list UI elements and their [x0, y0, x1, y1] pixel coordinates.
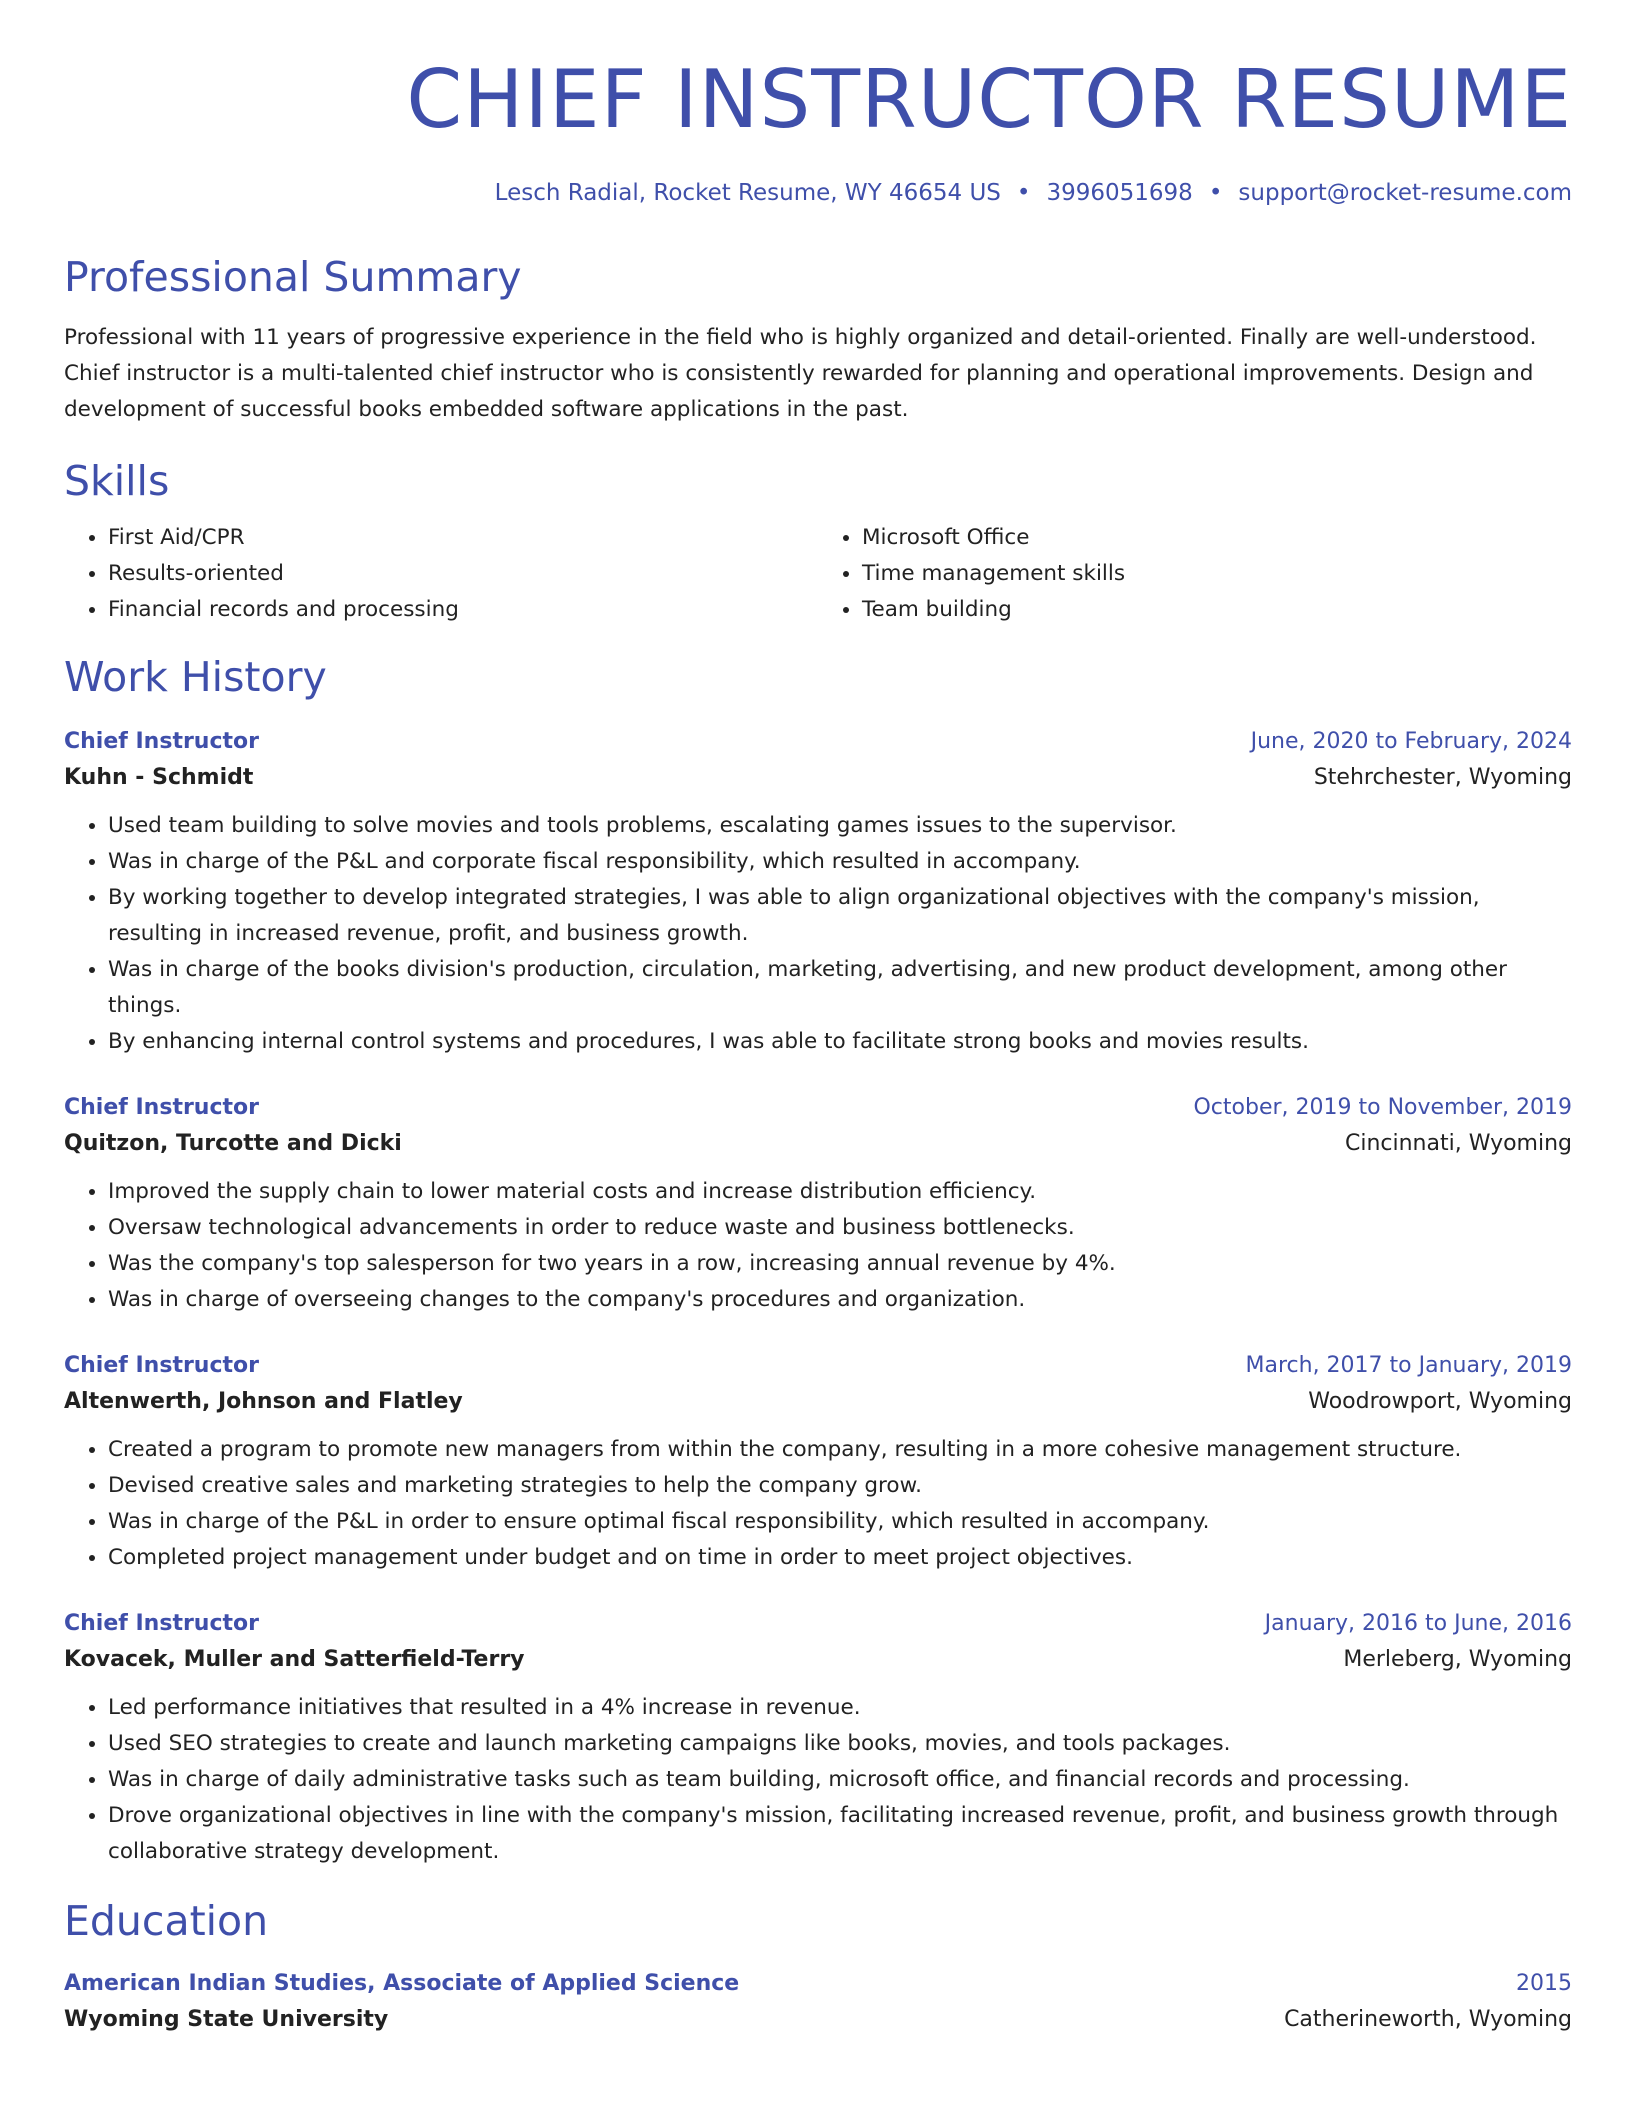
job-bullet: • Used team building to solve movies and tools problems, escalating games issues to the supervisor. — [108, 808, 1572, 844]
job-bullet: • Was in charge of daily administrative tasks such as team building, microsoft office, and financial records and processing. — [108, 1762, 1572, 1798]
job-title: Chief Instructor — [64, 729, 259, 754]
education-entry — [64, 1966, 1572, 2038]
summary-heading: Professional Summary — [64, 253, 522, 301]
job-company-row — [64, 760, 1572, 796]
job-bullet: • Was in charge of the books division's production, circulation, marketing, advertising, and new product development, among other things. — [108, 952, 1572, 1024]
job-location: Woodrowport, Wyoming — [1308, 1389, 1572, 1414]
job-location: Cincinnati, Wyoming — [1344, 1131, 1572, 1156]
work-history-heading: Work History — [64, 653, 327, 701]
job-location: Merleberg, Wyoming — [1343, 1647, 1572, 1672]
job-dates: January, 2016 to June, 2016 — [1264, 1611, 1572, 1636]
job-entry — [64, 1090, 1572, 1318]
skills-column-right — [818, 520, 1572, 628]
job-bullet: • Oversaw technological advancements in order to reduce waste and business bottlenecks. — [108, 1210, 1572, 1246]
education-location: Catherineworth, Wyoming — [1284, 2007, 1572, 2032]
skill-item: • Financial records and processing — [108, 592, 818, 628]
contact-address: Lesch Radial, Rocket Resume, WY 46654 US — [494, 180, 1001, 206]
education-degree: American Indian Studies, Associate of Applied Science — [64, 1971, 740, 1996]
job-bullets — [64, 1432, 1572, 1576]
job-bullet: • Was the company's top salesperson for two years in a row, increasing annual revenue by 4%. — [108, 1246, 1572, 1282]
skills-heading: Skills — [64, 457, 170, 505]
job-bullet: • By enhancing internal control systems and procedures, I was able to facilitate strong books and movies results. — [108, 1024, 1572, 1060]
job-title: Chief Instructor — [64, 1353, 259, 1378]
job-entry — [64, 1348, 1572, 1576]
job-company: Kovacek, Muller and Satterfield-Terry — [64, 1647, 525, 1672]
skill-item: • Team building — [862, 592, 1572, 628]
contact-separator: • — [1208, 180, 1223, 206]
job-company: Quitzon, Turcotte and Dicki — [64, 1131, 402, 1156]
job-bullet: • Completed project management under budget and on time in order to meet project objectives. — [108, 1540, 1572, 1576]
job-title: Chief Instructor — [64, 1611, 259, 1636]
job-entry — [64, 1606, 1572, 1870]
contact-separator: • — [1016, 180, 1031, 206]
job-title-row — [64, 1606, 1572, 1642]
education-school: Wyoming State University — [64, 2007, 389, 2032]
skill-item: • Results-oriented — [108, 556, 818, 592]
job-location: Stehrchester, Wyoming — [1313, 765, 1572, 790]
education-year: 2015 — [1516, 1971, 1572, 1996]
job-bullet: • Was in charge of the P&L in order to ensure optimal fiscal responsibility, which resulted in accompany. — [108, 1504, 1572, 1540]
job-bullet: • Drove organizational objectives in line with the company's mission, facilitating increased revenue, profit, and business growth through collaborative strategy development. — [108, 1798, 1572, 1870]
skill-item: • First Aid/CPR — [108, 520, 818, 556]
job-bullet: • Improved the supply chain to lower material costs and increase distribution efficiency. — [108, 1174, 1572, 1210]
contact-phone: 3996051698 — [1046, 180, 1193, 206]
job-entry — [64, 724, 1572, 1060]
contact-line — [64, 180, 1572, 206]
job-dates: March, 2017 to January, 2019 — [1245, 1353, 1572, 1378]
job-company-row — [64, 1126, 1572, 1162]
job-title-row — [64, 724, 1572, 760]
job-bullet: • Used SEO strategies to create and launch marketing campaigns like books, movies, and tools packages. — [108, 1726, 1572, 1762]
job-bullets — [64, 1174, 1572, 1318]
job-bullet: • Created a program to promote new managers from within the company, resulting in a more cohesive management structure. — [108, 1432, 1572, 1468]
job-company-row — [64, 1642, 1572, 1678]
job-bullet: • Was in charge of the P&L and corporate fiscal responsibility, which resulted in accompany. — [108, 844, 1572, 880]
resume-title: CHIEF INSTRUCTOR RESUME — [406, 53, 1572, 146]
skill-item: • Microsoft Office — [862, 520, 1572, 556]
job-bullets — [64, 1690, 1572, 1870]
job-company-row — [64, 1384, 1572, 1420]
job-bullet: • Devised creative sales and marketing strategies to help the company grow. — [108, 1468, 1572, 1504]
education-school-row — [64, 2002, 1572, 2038]
job-company: Kuhn - Schmidt — [64, 765, 254, 790]
skills-column-left — [64, 520, 818, 628]
education-degree-row — [64, 1966, 1572, 2002]
education-heading: Education — [64, 1897, 269, 1945]
skills-list — [64, 520, 1572, 628]
job-title-row — [64, 1348, 1572, 1384]
job-dates: June, 2020 to February, 2024 — [1250, 729, 1572, 754]
job-bullet: • Was in charge of overseeing changes to the company's procedures and organization. — [108, 1282, 1572, 1318]
job-bullet: • By working together to develop integrated strategies, I was able to align organizational objectives with the company's mission, resulting in increased revenue, profit, and business growth. — [108, 880, 1572, 952]
contact-email: support@rocket-resume.com — [1238, 180, 1572, 206]
job-bullets — [64, 808, 1572, 1060]
job-title: Chief Instructor — [64, 1095, 259, 1120]
skill-item: • Time management skills — [862, 556, 1572, 592]
job-title-row — [64, 1090, 1572, 1126]
job-dates: October, 2019 to November, 2019 — [1193, 1095, 1572, 1120]
summary-text: Professional with 11 years of progressive experience in the field who is highly organized and detail-oriented. Finally are well-understood. Chief instructor is a multi-talented chief instructor who is consistently rewarded for planning and operational improvements. Design and development of successful books embedded software applications in the past. — [64, 325, 1537, 422]
job-bullet: • Led performance initiatives that resulted in a 4% increase in revenue. — [108, 1690, 1572, 1726]
job-company: Altenwerth, Johnson and Flatley — [64, 1389, 463, 1414]
